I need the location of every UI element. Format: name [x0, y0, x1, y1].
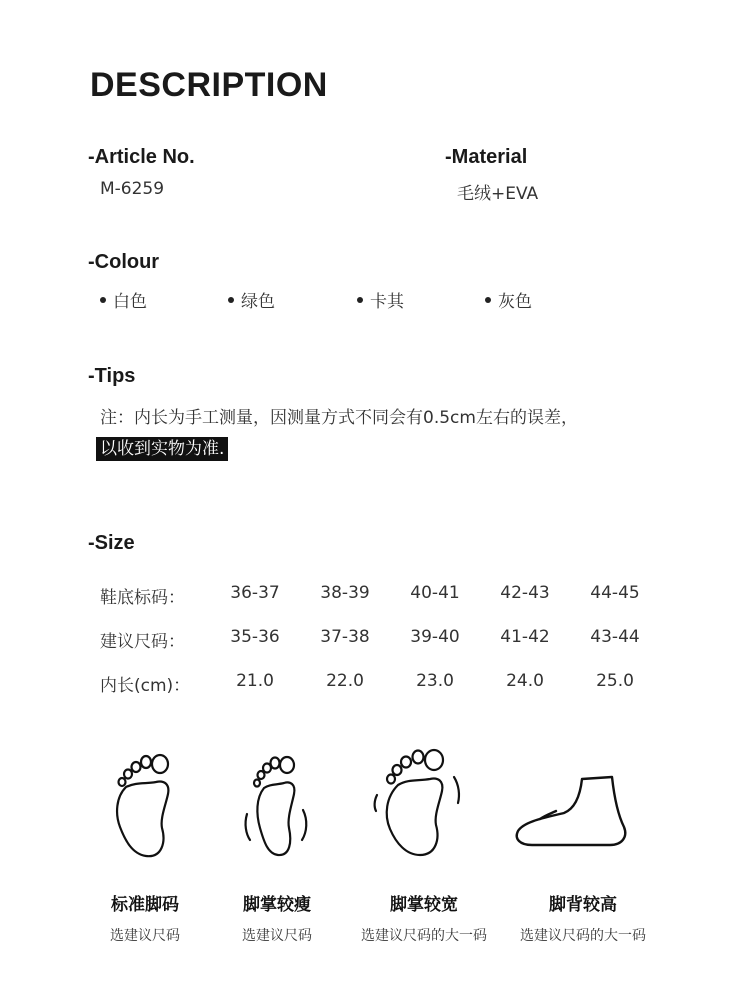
colour-label: 灰色: [498, 292, 532, 312]
colour-label: 白色: [113, 292, 147, 312]
size-cell: 23.0: [416, 671, 454, 691]
size-cell: 24.0: [506, 671, 544, 691]
size-row-label: 建议尺码：: [100, 632, 185, 652]
size-cell: 43-44: [590, 627, 640, 647]
size-cell: 36-37: [230, 583, 280, 603]
colour-option: [228, 287, 275, 312]
size-heading: -Size: [88, 532, 135, 554]
bullet-dot: [357, 297, 363, 303]
foot-type-sub: 选建议尺码: [110, 928, 180, 944]
tips-highlight-box: [96, 434, 228, 459]
size-cell: 38-39: [320, 583, 370, 603]
foot-type-title: 脚掌较宽: [390, 895, 458, 915]
size-row-label: 内长(cm)：: [100, 676, 191, 696]
colour-label: 绿色: [241, 292, 275, 312]
colour-label: 卡其: [370, 292, 404, 312]
foot-type-sub: 选建议尺码: [242, 928, 312, 944]
bullet-dot: [228, 297, 234, 303]
colour-option: [100, 287, 147, 312]
foot-type-sub: 选建议尺码的大一码: [520, 928, 646, 944]
size-cell: 44-45: [590, 583, 640, 603]
foot-type-title: 标准脚码: [111, 895, 179, 915]
wide-foot-icon: [372, 745, 462, 860]
colour-option: [357, 287, 404, 312]
high-instep-foot-icon: [512, 775, 630, 850]
foot-type-slim: [192, 890, 362, 945]
size-cell: 41-42: [500, 627, 550, 647]
size-cell: 25.0: [596, 671, 634, 691]
tips-highlight-text: 以收到实物为准.: [96, 437, 228, 461]
material-heading: -Material: [445, 146, 528, 168]
slim-foot-icon: [242, 752, 312, 862]
bullet-dot: [485, 297, 491, 303]
colour-option: [485, 287, 532, 312]
size-cell: 39-40: [410, 627, 460, 647]
size-row: [100, 627, 660, 652]
size-cell: 37-38: [320, 627, 370, 647]
article-value: M-6259: [100, 179, 165, 199]
size-cell: 42-43: [500, 583, 550, 603]
foot-type-title: 脚背较高: [549, 895, 617, 915]
article-heading: -Article No.: [88, 146, 195, 168]
size-cell: 22.0: [326, 671, 364, 691]
foot-type-title: 脚掌较瘦: [243, 895, 311, 915]
size-row: [100, 671, 660, 696]
standard-foot-icon: [110, 752, 180, 862]
page-title: DESCRIPTION: [90, 66, 328, 104]
colour-heading: -Colour: [88, 251, 160, 273]
material-value: 毛绒+EVA: [457, 184, 539, 204]
size-row-label: 鞋底标码：: [100, 588, 185, 608]
foot-type-high-instep: [498, 890, 668, 945]
foot-type-wide: [339, 890, 509, 945]
tips-heading: -Tips: [88, 365, 136, 387]
size-row: [100, 583, 660, 608]
size-cell: 40-41: [410, 583, 460, 603]
tips-line: 注：内长为手工测量，因测量方式不同会有0.5cm左右的误差，: [100, 408, 578, 428]
size-cell: 35-36: [230, 627, 280, 647]
size-cell: 21.0: [236, 671, 274, 691]
bullet-dot: [100, 297, 106, 303]
foot-type-sub: 选建议尺码的大一码: [361, 928, 487, 944]
